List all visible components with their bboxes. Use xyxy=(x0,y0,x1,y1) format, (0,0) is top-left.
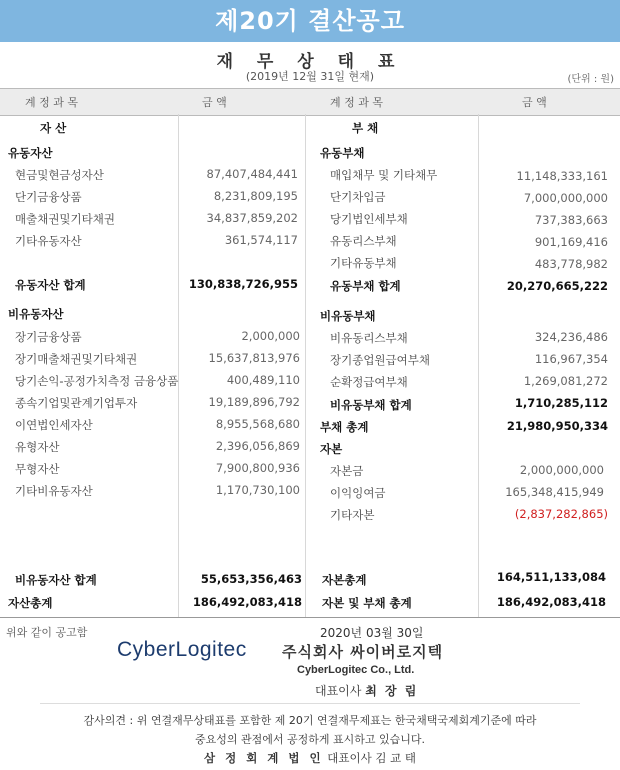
column-divider xyxy=(478,114,479,618)
audit-opinion-line2: 중요성의 관점에서 공정하게 표시하고 있습니다. xyxy=(194,733,425,746)
asset-item-amount: 87,407,484,441 xyxy=(206,167,298,181)
column-divider xyxy=(178,114,179,618)
total-equity-label: 자본총계 xyxy=(322,573,367,587)
ceo-signature xyxy=(315,682,418,699)
liability-item-amount: 483,778,982 xyxy=(534,257,608,271)
assets-header: 자 산 xyxy=(40,121,67,135)
auditor-name: 김 교 태 xyxy=(375,751,417,765)
noncurrent-assets-label: 비유동자산 xyxy=(8,307,64,321)
liability-item-name: 장기종업원급여부채 xyxy=(330,353,430,367)
asset-item-amount: 2,396,056,869 xyxy=(215,439,300,453)
asset-item-name: 현금및현금성자산 xyxy=(15,168,104,182)
ceo-name: 최 장 림 xyxy=(365,684,419,698)
current-liabilities-total: 20,270,665,222 xyxy=(506,279,608,293)
liability-item-name: 기타유동부채 xyxy=(330,256,397,270)
liability-item-amount: 7,000,000,000 xyxy=(523,191,608,205)
company-logo: CyberLogitec xyxy=(117,638,247,661)
noncurrent-liabilities-total-label: 비유동부채 합계 xyxy=(330,398,412,412)
current-assets-label: 유동자산 xyxy=(8,146,53,160)
asset-item-amount: 361,574,117 xyxy=(224,233,298,247)
noncurrent-liabilities-label: 비유동부채 xyxy=(320,309,376,323)
liability-item-name: 비유동리스부채 xyxy=(330,331,408,345)
asset-item-name: 장기매출채권및기타채권 xyxy=(15,352,138,366)
asset-item-name: 매출채권및기타채권 xyxy=(15,212,115,226)
asset-item-name: 이연법인세자산 xyxy=(15,418,93,432)
asset-item-name: 기타비유동자산 xyxy=(15,484,93,498)
table-header xyxy=(0,88,620,116)
audit-opinion-line1: 감사의견 : 위 연결재무상태표를 포함한 제 20기 연결재무제표는 한국채택국제회계기준에 따라 xyxy=(83,714,537,727)
asset-item-amount: 34,837,859,202 xyxy=(206,211,298,225)
current-assets-total-label: 유동자산 합계 xyxy=(15,278,86,292)
asset-item-name: 무형자산 xyxy=(15,462,60,476)
current-assets-total: 130,838,726,955 xyxy=(188,277,298,291)
equity-item-name: 이익잉여금 xyxy=(330,486,386,500)
liab-equity-total-label: 자본 및 부채 총계 xyxy=(322,596,412,610)
asset-item-amount: 19,189,896,792 xyxy=(208,395,300,409)
total-liabilities-label: 부채 총계 xyxy=(320,420,369,434)
total-assets: 186,492,083,418 xyxy=(192,595,302,609)
column-divider xyxy=(305,114,306,618)
liab-equity-total: 186,492,083,418 xyxy=(496,595,606,609)
total-equity: 164,511,133,084 xyxy=(496,570,606,584)
asset-item-amount: 1,170,730,100 xyxy=(215,483,300,497)
current-liabilities-total-label: 유동부채 합계 xyxy=(330,279,401,293)
asset-item-amount: 15,637,813,976 xyxy=(208,351,300,365)
asset-item-amount: 7,900,800,936 xyxy=(215,461,300,475)
asset-item-amount: 2,000,000 xyxy=(241,329,300,343)
noncurrent-liabilities-total: 1,710,285,112 xyxy=(514,396,608,410)
liabilities-header: 부 채 xyxy=(352,121,379,135)
noncurrent-assets-total-label: 비유동자산 합계 xyxy=(15,573,97,587)
liability-item-name: 단기차입금 xyxy=(330,190,386,204)
notice-date: 2020년 03월 30일 xyxy=(320,626,424,640)
statement-title: 재 무 상 태 표 xyxy=(216,52,404,72)
company-name: 주식회사 싸이버로지텍 xyxy=(282,643,444,661)
current-liabilities-label: 유동부채 xyxy=(320,146,365,160)
liability-item-amount: 116,967,354 xyxy=(534,352,608,366)
liability-item-amount: 737,383,663 xyxy=(534,213,608,227)
asset-item-name: 단기금융상품 xyxy=(15,190,82,204)
auditor-title: 대표이사 xyxy=(327,751,372,765)
table-bottom-border xyxy=(0,617,620,618)
notice-text: 위와 같이 공고함 xyxy=(6,626,88,639)
equity-item-amount: (2,837,282,865) xyxy=(514,507,608,521)
liability-item-amount: 1,269,081,272 xyxy=(523,374,608,388)
liability-item-name: 매입채무 및 기타채무 xyxy=(330,168,438,182)
asset-item-name: 기타유동자산 xyxy=(15,234,82,248)
statement-date: (2019년 12월 31일 현재) xyxy=(245,70,375,83)
asset-item-amount: 8,231,809,195 xyxy=(213,189,298,203)
announcement-banner: 제20기 결산공고 xyxy=(0,0,620,42)
asset-item-name: 당기손익-공정가치측정 금융상품 xyxy=(15,374,179,388)
equity-item-amount: 165,348,415,949 xyxy=(505,485,604,499)
auditor-firm: 삼 정 회 계 법 인 xyxy=(203,751,324,765)
liability-item-name: 유동리스부채 xyxy=(330,234,397,248)
asset-item-amount: 400,489,110 xyxy=(226,373,300,387)
total-liabilities: 21,980,950,334 xyxy=(506,419,608,433)
liability-item-name: 당기법인세부채 xyxy=(330,212,408,226)
unit-label: (단위 : 원) xyxy=(567,74,614,85)
asset-item-name: 장기금융상품 xyxy=(15,330,82,344)
company-name-en: CyberLogitec Co., Ltd. xyxy=(297,664,415,676)
equity-item-amount: 2,000,000,000 xyxy=(519,463,604,477)
noncurrent-assets-total: 55,653,356,463 xyxy=(200,572,302,586)
asset-item-name: 유형자산 xyxy=(15,440,60,454)
asset-item-name: 종속기업및관계기업투자 xyxy=(15,396,138,410)
header-amount-left: 금 액 xyxy=(202,96,227,109)
equity-item-name: 자본금 xyxy=(330,464,364,478)
asset-item-amount: 8,955,568,680 xyxy=(215,417,300,431)
equity-label: 자본 xyxy=(320,442,343,456)
header-amount-right: 금 액 xyxy=(522,96,547,109)
total-assets-label: 자산총계 xyxy=(8,596,53,610)
liability-item-amount: 11,148,333,161 xyxy=(516,169,608,183)
ceo-title: 대표이사 xyxy=(315,684,362,698)
liability-item-amount: 901,169,416 xyxy=(534,235,608,249)
liability-item-amount: 324,236,486 xyxy=(534,330,608,344)
auditor-signature xyxy=(0,750,620,766)
footer-divider xyxy=(40,703,580,704)
equity-item-name: 기타자본 xyxy=(330,508,375,522)
liability-item-name: 순확정급여부채 xyxy=(330,375,408,389)
header-account-right: 계 정 과 목 xyxy=(330,96,383,109)
header-account-left: 계 정 과 목 xyxy=(25,96,78,109)
